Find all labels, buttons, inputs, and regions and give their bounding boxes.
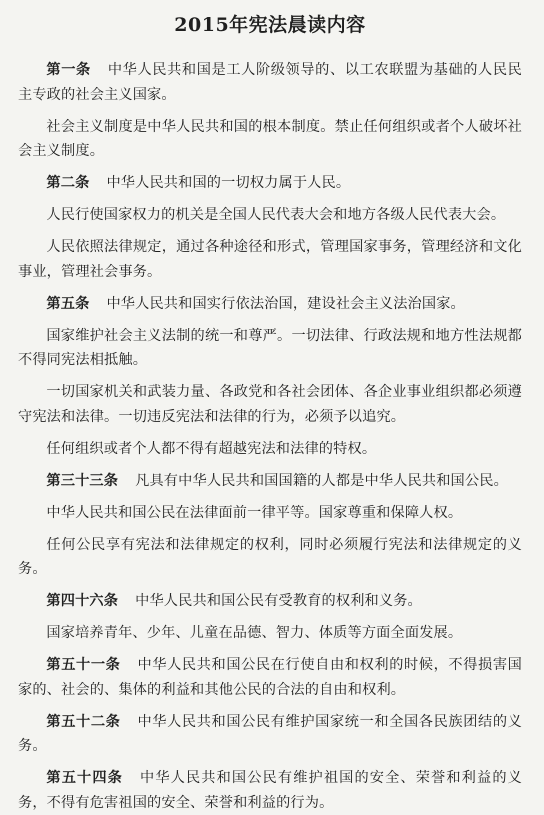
paragraph-text: 中华人民共和国实行依法治国，建设社会主义法治国家。 <box>106 295 465 312</box>
paragraph-13 <box>18 589 522 614</box>
paragraph-3 <box>18 171 522 196</box>
paragraph-11 <box>18 501 522 526</box>
article-number: 第五十二条 <box>46 713 121 730</box>
article-number: 第五十四条 <box>46 770 123 786</box>
document-title: 2015年宪法晨读内容 <box>174 14 366 36</box>
paragraph-2 <box>18 115 522 164</box>
article-number: 第二条 <box>46 175 90 191</box>
article-number: 第一条 <box>46 62 91 78</box>
paragraph-text: 中华人民共和国公民在法律面前一律平等。国家尊重和保障人权。 <box>46 504 463 521</box>
paragraph-text: 国家培养青年、少年、儿童在品德、智力、体质等方面全面发展。 <box>46 625 463 641</box>
paragraph-text: 任何公民享有宪法和法律规定的权利，同时必须履行宪法和法律规定的义务。 <box>18 536 522 577</box>
paragraph-17 <box>18 766 522 815</box>
paragraph-text: 社会主义制度是中华人民共和国的根本制度。禁止任何组织或者个人破坏社会主义制度。 <box>18 118 522 159</box>
article-number: 第四十六条 <box>46 593 119 609</box>
article-number: 第三十三条 <box>46 472 119 489</box>
paragraph-9 <box>18 437 522 462</box>
paragraph-text: 人民行使国家权力的机关是全国人民代表大会和地方各级人民代表大会。 <box>46 207 506 223</box>
paragraph-14 <box>18 621 522 646</box>
paragraph-16 <box>18 710 522 759</box>
paragraph-15 <box>18 653 522 702</box>
article-number: 第五条 <box>46 295 90 312</box>
paragraph-text: 中华人民共和国公民有维护国家统一和全国各民族团结的义务。 <box>18 713 522 754</box>
paragraph-12 <box>18 533 522 582</box>
paragraph-text: 国家维护社会主义法制的统一和尊严。一切法律、行政法规和地方性法规都不得同宪法相抵触。 <box>18 327 522 368</box>
paragraph-7 <box>18 324 522 373</box>
paragraph-text: 中华人民共和国是工人阶级领导的、以工农联盟为基础的人民民主专政的社会主义国家。 <box>18 62 523 103</box>
paragraph-text: 一切国家机关和武装力量、各政党和各社会团体、各企业事业组织都必须遵守宪法和法律。一切违反宪法和法律的行为，必须予以追究。 <box>18 384 522 425</box>
paragraph-text: 人民依照法律规定，通过各种途径和形式，管理国家事务，管理经济和文化事业，管理社会事务。 <box>18 239 522 280</box>
paragraph-text: 中华人民共和国公民在行使自由和权利的时候，不得损害国家的、社会的、集体的利益和其他公民的合法的自由和权利。 <box>18 657 522 698</box>
paragraph-text: 中华人民共和国公民有受教育的权利和义务。 <box>135 593 422 609</box>
paragraph-8 <box>18 380 522 429</box>
paragraph-1 <box>18 58 522 107</box>
paragraph-text: 凡具有中华人民共和国国籍的人都是中华人民共和国公民。 <box>135 472 508 489</box>
paragraph-5 <box>18 235 522 284</box>
paragraph-text: 中华人民共和国的一切权力属于人民。 <box>106 175 351 191</box>
paragraph-10 <box>18 469 522 494</box>
paragraph-text: 任何组织或者个人都不得有超越宪法和法律的特权。 <box>46 440 377 457</box>
paragraph-4 <box>18 203 522 228</box>
paragraph-text: 中华人民共和国公民有维护祖国的安全、荣誉和利益的义务，不得有危害祖国的安全、荣誉和利益的行为。 <box>18 770 522 811</box>
paragraph-6 <box>18 292 522 317</box>
article-number: 第五十一条 <box>46 657 121 673</box>
